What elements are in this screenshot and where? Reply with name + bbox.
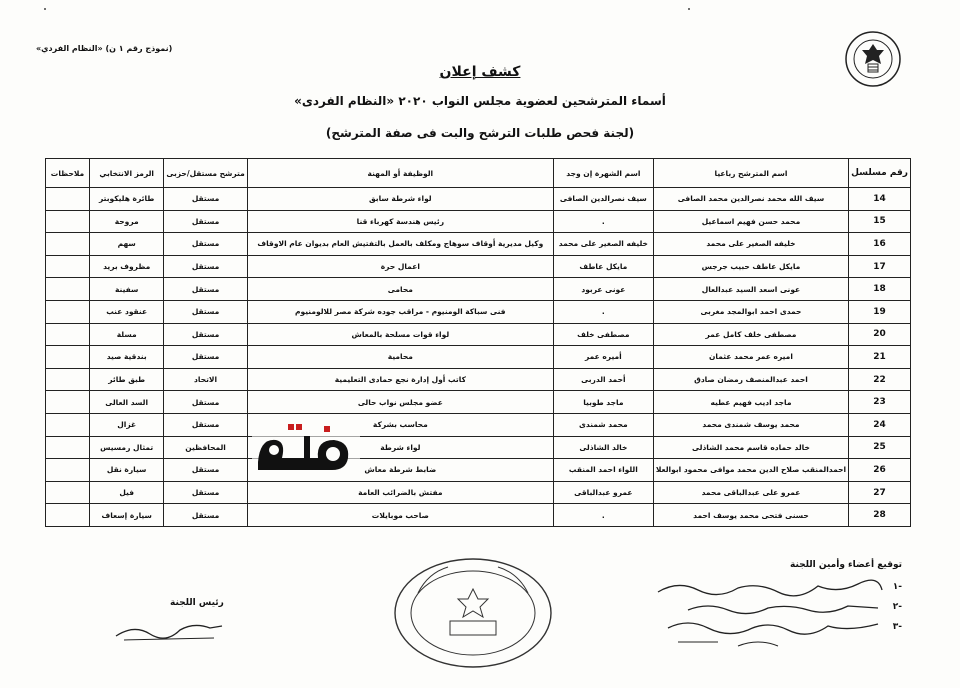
cell-no: 23 (849, 391, 911, 414)
cell-type: مستقل (164, 323, 247, 346)
signature-number: -٣ (892, 622, 902, 632)
cell-alias: اللواء احمد المنقب (553, 459, 653, 482)
cell-job: محامية (247, 346, 553, 369)
table-row (46, 278, 911, 301)
cell-name: احمد عبدالمنصف رمضان صادق (653, 368, 848, 391)
cell-symbol: مروحة (90, 210, 164, 233)
committee-title: (لجنة فحص طلبات الترشح والبت فى صفة المترشح) (325, 126, 635, 140)
cell-name: عونى اسعد السيد عبدالعال (653, 278, 848, 301)
cell-symbol: طبق طائر (90, 368, 164, 391)
header-job: الوظيفة أو المهنة (247, 159, 553, 188)
cell-job: مفتش بالضرائب العامة (247, 481, 553, 504)
cell-no: 21 (849, 346, 911, 369)
cell-name: ماجد اديب فهيم عطيه (653, 391, 848, 414)
cell-no: 19 (849, 300, 911, 323)
table-header-row (46, 159, 911, 188)
cell-alias: أميره عمر (553, 346, 653, 369)
cell-symbol: غزال (90, 413, 164, 436)
cell-job: عضو مجلس نواب حالى (247, 391, 553, 414)
cell-type: مستقل (164, 481, 247, 504)
header-symbol: الرمز الانتخابي (90, 159, 164, 188)
signature-number: -٢ (892, 602, 902, 612)
cell-name: خالد حماده قاسم محمد الشاذلى (653, 436, 848, 459)
watermark-logo (246, 418, 366, 482)
candidates-table (45, 158, 911, 527)
table-row (46, 481, 911, 504)
cell-type: مستقل (164, 413, 247, 436)
cell-notes (46, 188, 90, 211)
cell-job: اعمال حرة (247, 255, 553, 278)
cell-type: مستقل (164, 346, 247, 369)
header-no: رقم مسلسل (849, 159, 911, 188)
page-title: كشف إعلان (439, 64, 521, 80)
cell-no: 14 (849, 188, 911, 211)
cell-job: وكيل مديرية أوقاف سوهاج ومكلف بالعمل بالتفتيش العام بديوان عام الاوقاف (247, 233, 553, 256)
cell-notes (46, 300, 90, 323)
table-row (46, 459, 911, 482)
header-alias: اسم الشهرة إن وجد (553, 159, 653, 188)
cell-alias: . (553, 504, 653, 527)
cell-no: 22 (849, 368, 911, 391)
cell-type: المحافظين (164, 436, 247, 459)
table-row (46, 188, 911, 211)
cell-notes (46, 278, 90, 301)
cell-job: لواء قوات مسلحة بالمعاش (247, 323, 553, 346)
cell-name: محمد يوسف شمندى محمد (653, 413, 848, 436)
members-signatures (642, 560, 902, 638)
members-title: توقيع أعضاء وأمين اللجنة (790, 560, 902, 570)
cell-no: 18 (849, 278, 911, 301)
table-row (46, 323, 911, 346)
signature-line (642, 598, 902, 618)
ministry-stamp (388, 553, 558, 673)
cell-no: 26 (849, 459, 911, 482)
cell-type: مستقل (164, 300, 247, 323)
cell-alias: عونى عربود (553, 278, 653, 301)
table-row (46, 368, 911, 391)
cell-notes (46, 481, 90, 504)
cell-alias: . (553, 210, 653, 233)
cell-notes (46, 413, 90, 436)
cell-notes (46, 346, 90, 369)
cell-alias: خليفه الصغير على محمد (553, 233, 653, 256)
cell-symbol: مسلة (90, 323, 164, 346)
cell-alias: أحمد الدربى (553, 368, 653, 391)
header-name: اسم المترشح رباعيا (653, 159, 848, 188)
table-row (46, 210, 911, 233)
cell-job: فنى سباكة الومنيوم - مراقب جوده شركة مصر للالومنيوم (247, 300, 553, 323)
cell-job: رئيس هندسة كهرباء قنا (247, 210, 553, 233)
cell-type: مستقل (164, 210, 247, 233)
cell-notes (46, 504, 90, 527)
table-row (46, 346, 911, 369)
cell-type: مستقل (164, 391, 247, 414)
cell-name: خليفه الصغير على محمد (653, 233, 848, 256)
cell-alias: عمرو عبدالباقى (553, 481, 653, 504)
cell-name: حمدى احمد ابوالمجد مغربى (653, 300, 848, 323)
cell-symbol: بندقية صيد (90, 346, 164, 369)
cell-no: 15 (849, 210, 911, 233)
cell-job: ضابط شرطة معاش (247, 459, 553, 482)
cell-notes (46, 436, 90, 459)
cell-symbol: طائرة هليكوبتر (90, 188, 164, 211)
cell-job: لواء شرطة (247, 436, 553, 459)
cell-name: عمرو على عبدالباقى محمد (653, 481, 848, 504)
cell-name: احمدالمنقب صلاح الدين محمد موافى محمود ابوالعلا (653, 459, 848, 482)
cell-symbol: فيل (90, 481, 164, 504)
cell-no: 20 (849, 323, 911, 346)
cell-type: مستقل (164, 233, 247, 256)
cell-name: مايكل عاطف حبيب جرجس (653, 255, 848, 278)
cell-symbol: سيارة إسعاف (90, 504, 164, 527)
dot-mark (44, 8, 46, 10)
table-row (46, 504, 911, 527)
cell-job: لواء شرطة سابق (247, 188, 553, 211)
cell-notes (46, 323, 90, 346)
cell-alias: ماجد طوبيا (553, 391, 653, 414)
chairman-block (170, 598, 224, 644)
cell-type: مستقل (164, 278, 247, 301)
cell-no: 27 (849, 481, 911, 504)
cell-alias: مايكل عاطف (553, 255, 653, 278)
cell-notes (46, 255, 90, 278)
form-number: (نموذج رقم ١ ن) «النظام الفردي» (36, 44, 173, 53)
cell-notes (46, 210, 90, 233)
cell-type: مستقل (164, 255, 247, 278)
dot-mark (688, 8, 690, 10)
cell-symbol: السد العالى (90, 391, 164, 414)
cell-job: صاحب موبايلات (247, 504, 553, 527)
cell-alias: . (553, 300, 653, 323)
cell-type: مستقل (164, 504, 247, 527)
table-row (46, 255, 911, 278)
cell-no: 16 (849, 233, 911, 256)
cell-name: حسنى فتحى محمد يوسف احمد (653, 504, 848, 527)
page-subtitle: أسماء المترشحين لعضوية مجلس النواب ٢٠٢٠ «النظام الفردى» (294, 94, 666, 108)
cell-notes (46, 233, 90, 256)
cell-no: 28 (849, 504, 911, 527)
cell-notes (46, 368, 90, 391)
cell-type: مستقل (164, 459, 247, 482)
cell-no: 24 (849, 413, 911, 436)
cell-name: مصطفى خلف كامل عمر (653, 323, 848, 346)
cell-notes (46, 391, 90, 414)
signature-line (642, 618, 902, 638)
header-notes: ملاحظات (46, 159, 90, 188)
cell-name: اميره عمر محمد عثمان (653, 346, 848, 369)
cell-alias: خالد الشاذلى (553, 436, 653, 459)
cell-symbol: سيارة نقل (90, 459, 164, 482)
cell-no: 17 (849, 255, 911, 278)
chairman-signature (114, 614, 224, 644)
chairman-title: رئيس اللجنة (170, 598, 224, 608)
cell-job: محاسب بشركة (247, 413, 553, 436)
cell-symbol: سفينة (90, 278, 164, 301)
table-row (46, 413, 911, 436)
table-row (46, 233, 911, 256)
cell-type: مستقل (164, 188, 247, 211)
cell-symbol: عنقود عنب (90, 300, 164, 323)
signature-number: -١ (892, 582, 902, 592)
table-row (46, 300, 911, 323)
cell-name: محمد حسن فهيم اسماعيل (653, 210, 848, 233)
cell-job: كاتب أول إدارة نجع حمادى التعليمية (247, 368, 553, 391)
table-row (46, 391, 911, 414)
table-row (46, 436, 911, 459)
cell-type: الاتحاد (164, 368, 247, 391)
cell-alias: مصطفى خلف (553, 323, 653, 346)
cell-job: محامى (247, 278, 553, 301)
cell-alias: محمد شمندى (553, 413, 653, 436)
cell-symbol: مظروف بريد (90, 255, 164, 278)
cell-symbol: سهم (90, 233, 164, 256)
cell-name: سيف الله محمد نصرالدين محمد الصافى (653, 188, 848, 211)
cell-alias: سيف نصرالدين الصافى (553, 188, 653, 211)
cell-no: 25 (849, 436, 911, 459)
cell-symbol: تمثال رمسيس (90, 436, 164, 459)
signature-line (642, 578, 902, 598)
cell-notes (46, 459, 90, 482)
header-type: مترشح مستقل/حزبى (164, 159, 247, 188)
